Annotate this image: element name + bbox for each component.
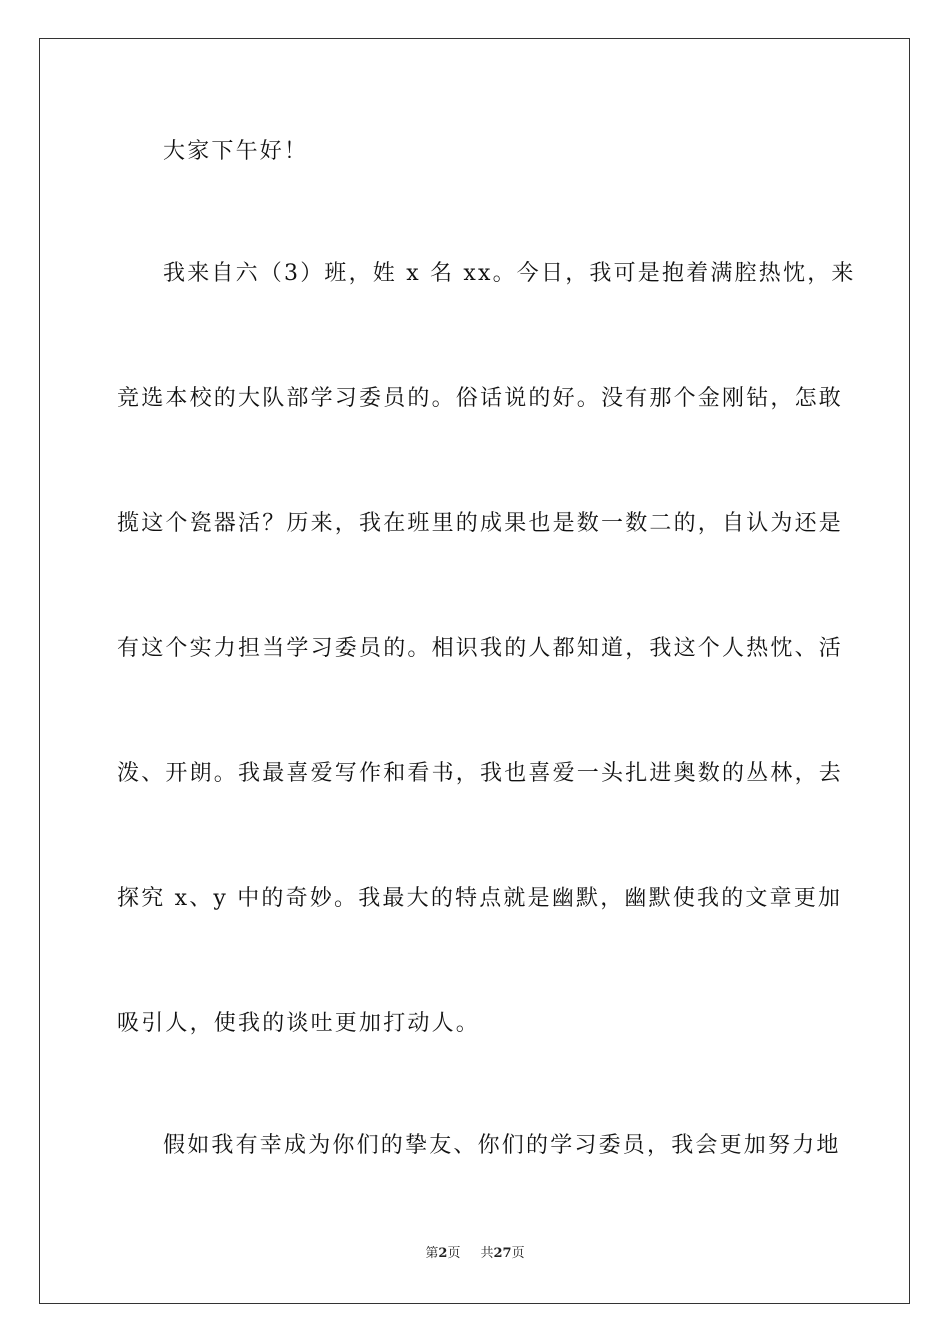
paragraph-line: 我来自六（3）班，姓 x 名 xx。今日，我可是抱着满腔热忱，来 [163,261,856,286]
paragraph-line: 探究 x、y 中的奇妙。我最大的特点就是幽默，幽默使我的文章更加 [117,886,843,911]
paragraph-line: 竞选本校的大队部学习委员的。俗话说的好。没有那个金刚钻，怎敢 [117,386,844,411]
paragraph-line: 假如我有幸成为你们的挚友、你们的学习委员，我会更加努力地 [163,1133,841,1158]
paragraph-line-greeting: 大家下午好！ [163,139,309,164]
footer-page-number: 2 [438,1246,448,1261]
paragraph-line: 吸引人，使我的谈吐更加打动人。 [117,1011,481,1036]
paragraph-line: 揽这个瓷器活？历来，我在班里的成果也是数一数二的，自认为还是 [117,511,844,536]
footer-total-prefix: 共 [480,1246,494,1261]
page-footer [0,1245,950,1263]
footer-total-pages: 27 [493,1246,512,1261]
page-border [39,38,910,1304]
footer-page-prefix: 第 [425,1246,439,1261]
footer-page-suffix: 页 [447,1246,461,1261]
paragraph-line: 有这个实力担当学习委员的。相识我的人都知道，我这个人热忱、活 [117,636,844,661]
footer-total-suffix: 页 [511,1246,525,1261]
paragraph-line: 泼、开朗。我最喜爱写作和看书，我也喜爱一头扎进奥数的丛林，去 [117,761,844,786]
